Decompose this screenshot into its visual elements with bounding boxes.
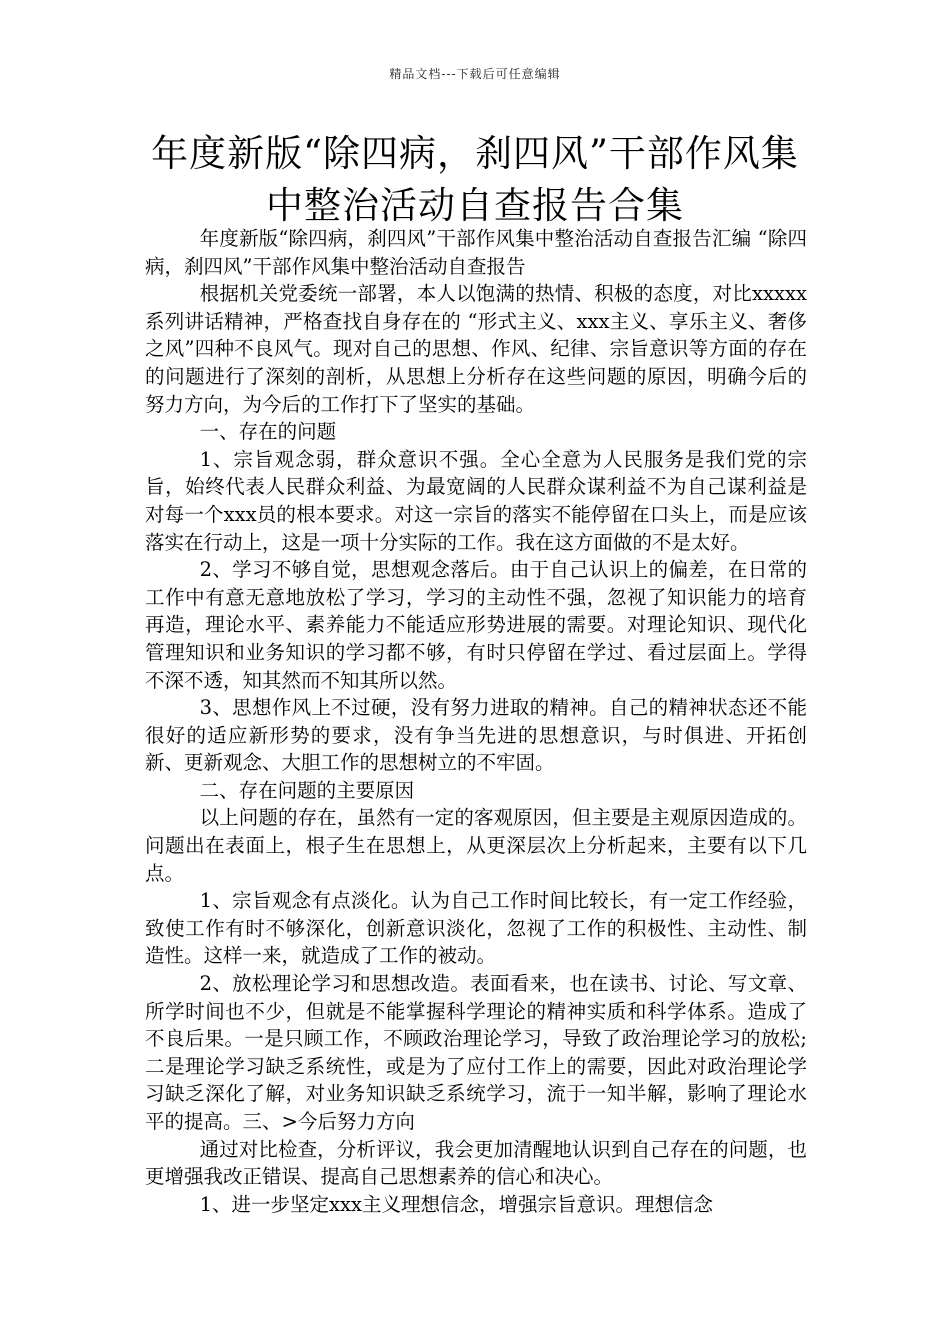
intro-paragraph: 年度新版“除四病，刹四风”干部作风集中整治活动自查报告汇编 “除四病，刹四风”干部作风集中整治活动自查报告	[145, 227, 807, 278]
body-paragraph: 根据机关党委统一部署，本人以饱满的热情、积极的态度，对比xxxxx系列讲话精神，严格查找自身存在的 “形式主义、xxx主义、享乐主义、奢侈之风”四种不良风气。现对自己的思想、作风、纪律、宗旨意识等方面的存在的问题进行了深刻的剖析，从思想上分析存在这些问题的原因，明确今后的努力方向，为今后的工作打下了坚实的基础。	[145, 282, 807, 416]
document-body	[145, 225, 807, 1218]
body-paragraph: 以上问题的存在，虽然有一定的客观原因，但主要是主观原因造成的。问题出在表面上，根子生在思想上，从更深层次上分析起来，主要有以下几点。	[145, 806, 807, 885]
section-heading: 一、存在的问题	[199, 420, 337, 444]
body-paragraph: 2、放松理论学习和思想改造。表面看来，也在读书、讨论、写文章、所学时间也不少，但就是不能掌握科学理论的精神实质和科学体系。造成了不良后果。一是只顾工作，不顾政治理论学习，导致了政治理论学习的放松;二是理论学习缺乏系统性，或是为了应付工作上的需要，因此对政治理论学习缺乏深化了解，对业务知识缺乏系统学习，流于一知半解，影响了理论水平的提高。三、>今后努力方向	[145, 972, 807, 1133]
body-paragraph: 3、思想作风上不过硬，没有努力进取的精神。自己的精神状态还不能很好的适应新形势的要求，没有争当先进的思想意识，与时俱进、开拓创新、更新观念、大胆工作的思想树立的不牢固。	[145, 696, 807, 775]
section-heading: 二、存在问题的主要原因	[199, 778, 415, 802]
body-paragraph: 1、宗旨观念弱，群众意识不强。全心全意为人民服务是我们党的宗旨，始终代表人民群众利益、为最宽阔的人民群众谋利益不为自己谋利益是对每一个xxx员的根本要求。对这一宗旨的落实不能停留在口头上，而是应该落实在行动上，这是一项十分实际的工作。我在这方面做的不是太好。	[145, 447, 807, 554]
page-header-note: 精品文档---下载后可任意编辑	[389, 67, 561, 81]
body-paragraph: 2、学习不够自觉，思想观念落后。由于自己认识上的偏差，在日常的工作中有意无意地放松了学习，学习的主动性不强，忽视了知识能力的培育再造，理论水平、素养能力不能适应形势进展的需要。对理论知识、现代化管理知识和业务知识的学习都不够，有时只停留在学过、看过层面上。学得不深不透，知其然而不知其所以然。	[145, 558, 807, 692]
document-title: 年度新版“除四病，刹四风”干部作风集中整治活动自查报告合集	[151, 132, 799, 227]
body-paragraph: 1、宗旨观念有点淡化。认为自己工作时间比较长，有一定工作经验，致使工作有时不够深化，创新意识淡化，忽视了工作的积极性、主动性、制造性。这样一来，就造成了工作的被动。	[145, 889, 807, 968]
body-paragraph: 1、进一步坚定xxx主义理想信念，增强宗旨意识。理想信念	[199, 1192, 713, 1216]
body-paragraph: 通过对比检查，分析评议，我会更加清醒地认识到自己存在的问题，也更增强我改正错误、提高自己思想素养的信心和决心。	[145, 1137, 807, 1189]
